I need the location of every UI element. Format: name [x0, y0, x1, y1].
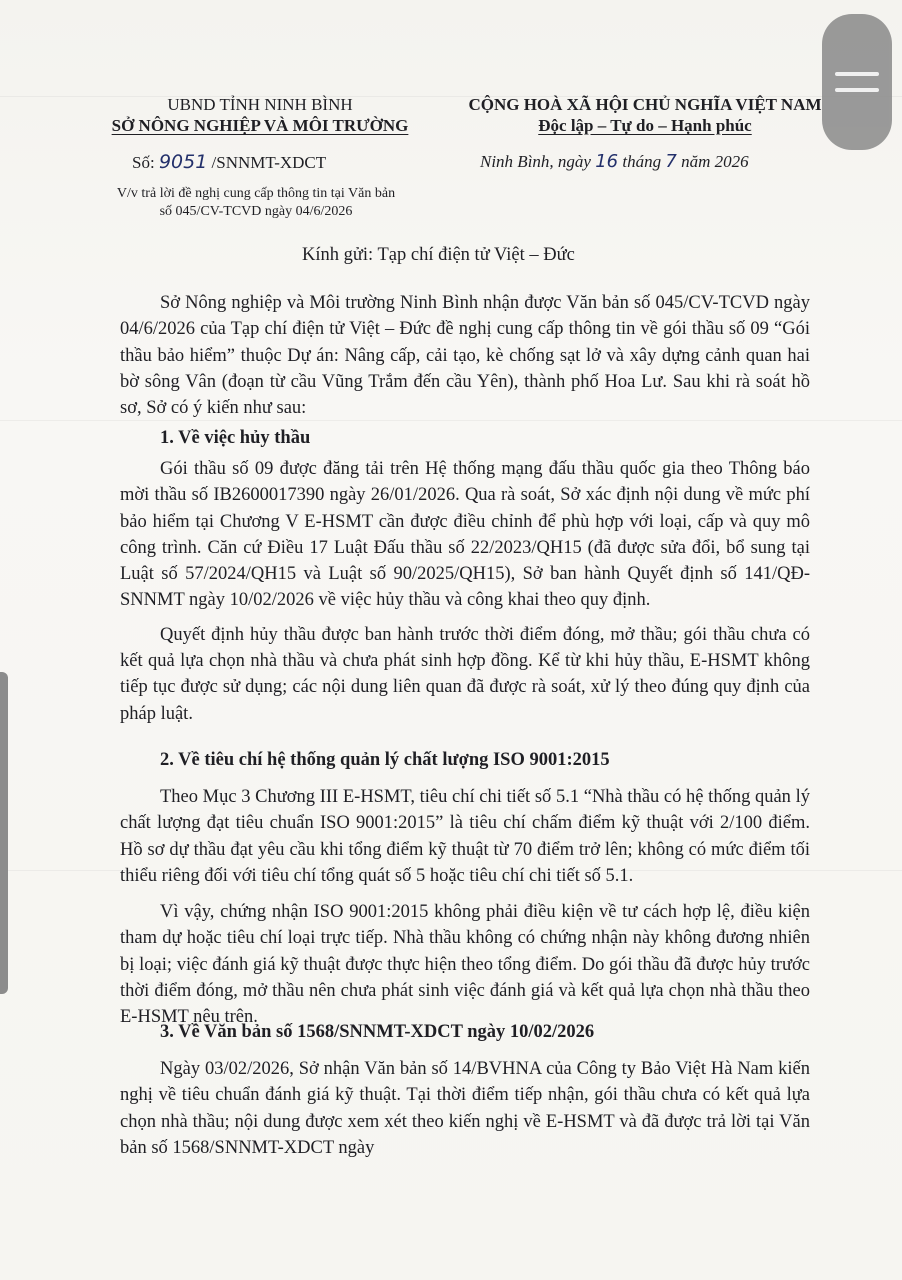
doc-number-prefix: Số:	[132, 153, 155, 172]
menu-icon	[835, 88, 879, 92]
section-3-paragraph-1: Ngày 03/02/2026, Sở nhận Văn bản số 14/BVHNA của Công ty Bảo Việt Hà Nam kiến nghị về tiêu chuẩn đánh giá kỹ thuật. Tại thời điểm tiếp nhận, gói thầu chưa có kết quả lựa chọn nhà thầu; nội dung được xem xét theo kiến nghị về E-HSMT và đã được trả lời tại Văn bản số 1568/SNNMT-XDCT ngày	[120, 1059, 810, 1158]
doc-number-suffix: /SNNMT-XDCT	[211, 153, 327, 172]
issuer-line-1: UBND TỈNH NINH BÌNH	[167, 95, 353, 114]
section-3-body	[120, 1056, 810, 1161]
intro-paragraph	[120, 290, 810, 421]
date-month: 7	[665, 151, 677, 172]
date-prefix: Ninh Bình, ngày	[480, 152, 591, 171]
subject-line-2: số 045/CV-TCVD ngày 04/6/2026	[159, 204, 353, 219]
section-3-heading: 3. Về Văn bản số 1568/SNNMT-XDCT ngày 10/02/2026	[160, 1022, 595, 1042]
section-1-paragraph-2: Quyết định hủy thầu được ban hành trước thời điểm đóng, mở thầu; gói thầu chưa có kết quả lựa chọn nhà thầu và chưa phát sinh hợp đồng. Kể từ khi hủy thầu, E-HSMT không tiếp tục được sử dụng; các nội dung liên quan đã được rà soát, xử lý theo đúng quy định của pháp luật.	[120, 624, 810, 724]
issuer-line-2: SỞ NÔNG NGHIỆP VÀ MÔI TRƯỜNG	[111, 116, 409, 135]
date-line	[480, 151, 749, 172]
doc-number-handwritten: 9051	[158, 151, 208, 173]
national-motto: Độc lập – Tự do – Hạnh phúc	[538, 116, 752, 135]
subject-line-1: V/v trả lời đề nghị cung cấp thông tin tại Văn bản	[116, 186, 396, 201]
section-2-heading: 2. Về tiêu chí hệ thống quản lý chất lượng ISO 9001:2015	[160, 750, 610, 770]
national-title: CỘNG HOÀ XÃ HỘI CHỦ NGHĨA VIỆT NAM	[468, 95, 822, 114]
section-1-body	[120, 456, 810, 727]
date-month-label: tháng	[622, 152, 662, 171]
section-1-heading: 1. Về việc hủy thầu	[160, 428, 311, 448]
section-2-body	[120, 784, 810, 1031]
section-1-paragraph-1: Gói thầu số 09 được đăng tải trên Hệ thống mạng đấu thầu quốc gia theo Thông báo mời thầu số IB2600017390 ngày 26/01/2026. Qua rà soát, Sở xác định nội dung về mức phí bảo hiểm tại Chương V E-HSMT cần được điều chỉnh để phù hợp với loại, cấp và quy mô công trình. Căn cứ Điều 17 Luật Đấu thầu số 22/2023/QH15 (đã được sửa đổi, bổ sung tại Luật số 57/2024/QH15 và Luật số 90/2025/QH15), Sở ban hành Quyết định số 141/QĐ-SNNMT ngày 10/02/2026 về việc hủy thầu và công khai theo quy định.	[120, 459, 810, 611]
doc-number	[132, 151, 326, 173]
date-day: 16	[595, 151, 619, 172]
section-2-paragraph-2: Vì vậy, chứng nhận ISO 9001:2015 không phải điều kiện về tư cách hợp lệ, điều kiện tham dự hoặc tiêu chí loại trực tiếp. Nhà thầu không có chứng nhận này không đương nhiên bị loại; việc đánh giá kỹ thuật được thực hiện theo tổng điểm. Do gói thầu đã được hủy trước thời điểm đóng, mở thầu nên chưa phát sinh việc đánh giá và kết quả lựa chọn nhà thầu theo E-HSMT nêu trên.	[120, 902, 810, 1028]
recipient: Kính gửi: Tạp chí điện tử Việt – Đức	[302, 245, 575, 265]
menu-icon	[835, 72, 879, 76]
side-drag-handle[interactable]	[0, 672, 8, 994]
section-2-paragraph-1: Theo Mục 3 Chương III E-HSMT, tiêu chí chi tiết số 5.1 “Nhà thầu có hệ thống quản lý chất lượng đạt tiêu chuẩn ISO 9001:2015” là tiêu chí chấm điểm kỹ thuật với 2/100 điểm. Hồ sơ dự thầu đạt yêu cầu khi tổng điểm kỹ thuật từ 70 điểm trở lên; không có mức điểm tối thiểu riêng đối với tiêu chí tổng quát số 5 hoặc tiêu chí chi tiết số 5.1.	[120, 787, 810, 886]
intro-text: Sở Nông nghiệp và Môi trường Ninh Bình nhận được Văn bản số 045/CV-TCVD ngày 04/6/2026 của Tạp chí điện tử Việt – Đức đề nghị cung cấp thông tin về gói thầu số 09 “Gói thầu bảo hiểm” thuộc Dự án: Nâng cấp, cải tạo, kè chống sạt lở và xây dựng cảnh quan hai bờ sông Vân (đoạn từ cầu Vũng Trắm đến cầu Yên), thành phố Hoa Lư. Sau khi rà soát hồ sơ, Sở có ý kiến như sau:	[120, 293, 810, 419]
viewer-menu-button[interactable]	[822, 14, 892, 150]
date-year: năm 2026	[681, 152, 749, 171]
